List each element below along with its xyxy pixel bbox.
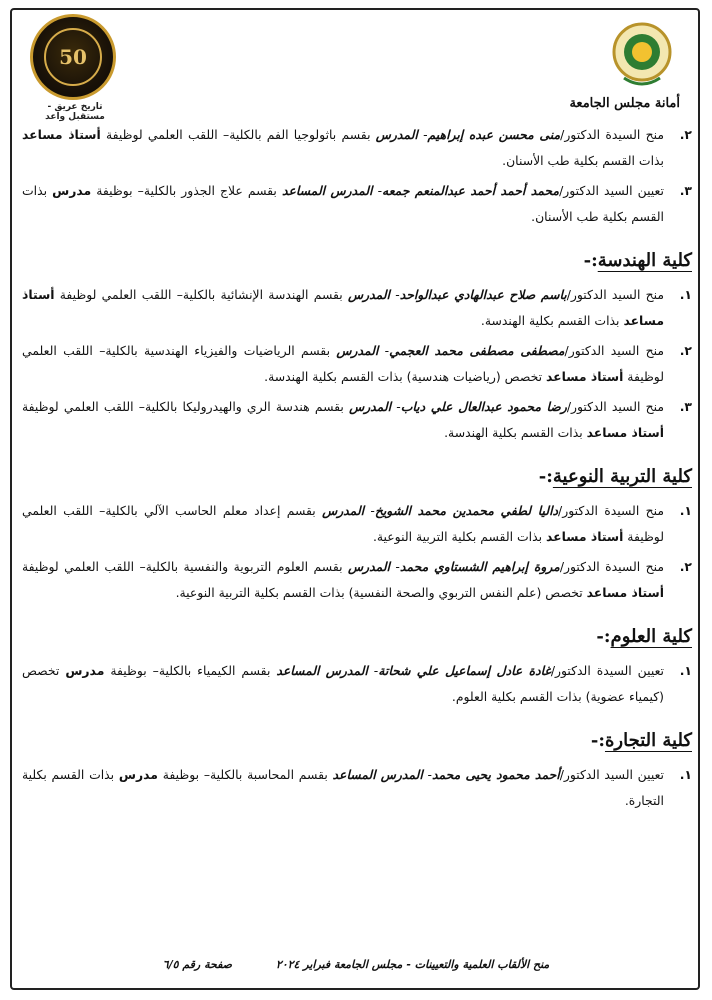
list-item: ١. منح السيدة الدكتور/داليا لطفي محمدين محمد الشويخ- المدرس بقسم إعداد معلم الحاسب الآلي بالكلية– اللقب العلمي لوظيفة أستاذ مساعد بذات القسم بكلية التربية النوعية. [22,503,692,544]
item-number: ٣. [679,183,692,198]
list-item: ٢. منح السيدة الدكتور/مروة إبراهيم الشستاوي محمد- المدرس بقسم العلوم التربوية والنفسية بالكلية– اللقب العلمي لوظيفة أستاذ مساعد تخصص (علم النفس التربوي والصحة النفسية) بذات القسم بكلية التربية النوعية. [22,559,692,600]
footer-text: منح الألقاب العلمية والتعيينات - مجلس الجامعة فبراير ٢٠٢٤ [275,958,550,971]
page-footer [12,958,700,971]
page-number: صفحة رقم ٦/٥ [162,958,232,971]
document-body [22,122,692,818]
logo-number: 50 [44,28,102,86]
item-text: تعيين السيد الدكتور/محمد أحمد أحمد عبدالمنعم جمعه- المدرس المساعد بقسم علاج الجذور بالكلية– بوظيفة مدرس بذات القسم بكلية طب الأسنان. [22,183,664,224]
anniversary-logo [30,14,116,100]
list-item: ٣. منح السيد الدكتور/رضا محمود عبدالعال علي دياب- المدرس بقسم هندسة الري والهيدروليكا بالكلية– اللقب العلمي لوظيفة أستاذ مساعد بذات القسم بكلية الهندسة. [22,399,692,440]
council-title: أمانة مجلس الجامعة [569,96,680,111]
section-heading: كلية التربية النوعية:- [538,466,692,487]
logo-caption: تاريخ عريق - مستقبل واعد [45,102,105,122]
section-heading: كلية العلوم:- [596,626,692,647]
section-heading: كلية التجارة:- [590,730,692,751]
document-header [12,10,700,122]
list-item: ١. تعيين السيدة الدكتور/غادة عادل إسماعيل علي شحاتة- المدرس المساعد بقسم الكيمياء بالكلية– بوظيفة مدرس تخصص (كيمياء عضوية) بذات القسم بكلية العلوم. [22,663,692,704]
list-item: ١. منح السيد الدكتور/باسم صلاح عبدالهادي عبدالواحد- المدرس بقسم الهندسة الإنشائية بالكلية– اللقب العلمي لوظيفة أستاذ مساعد بذات القسم بكلية الهندسة. [22,287,692,328]
list-item: ٢. منح السيد الدكتور/مصطفى مصطفى محمد العجمي- المدرس بقسم الرياضيات والفيزياء الهندسية بالكلية– اللقب العلمي لوظيفة أستاذ مساعد تخصص (رياضيات هندسية) بذات القسم بكلية الهندسة. [22,343,692,384]
item-number: ٢. [679,127,692,142]
intro-list [22,122,692,230]
list-item: ١. تعيين السيد الدكتور/أحمد محمود يحيى محمد- المدرس المساعد بقسم المحاسبة بالكلية– بوظيفة مدرس بذات القسم بكلية التجارة. [22,767,692,808]
list-item [22,178,692,230]
university-emblem-icon [608,20,676,90]
section-heading: كلية الهندسة:- [583,250,692,271]
list-item [22,122,692,174]
item-text: منح السيدة الدكتور/منى محسن عبده إبراهيم- المدرس بقسم باثولوجيا الفم بالكلية– اللقب العلمي لوظيفة أستاذ مساعد بذات القسم بكلية طب الأسنان. [22,127,664,168]
